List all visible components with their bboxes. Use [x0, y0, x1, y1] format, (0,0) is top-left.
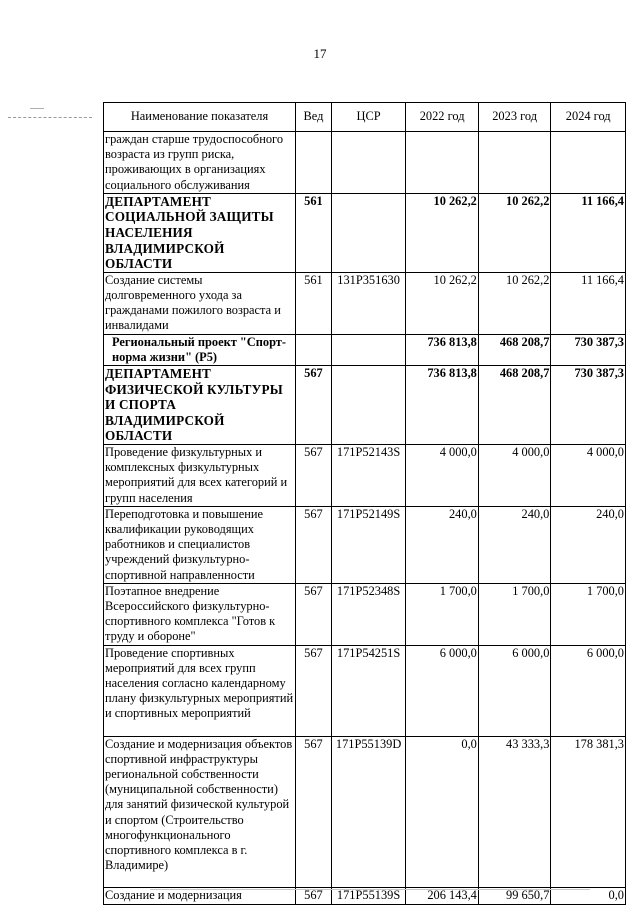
- row-csr: 131P351630: [331, 272, 406, 334]
- row-2022: 240,0: [406, 506, 479, 583]
- row-2024: 0,0: [551, 887, 626, 904]
- table-row-project: [104, 334, 626, 365]
- row-name: Создание и модернизация объектов спортивной инфраструктуры региональной собственности (муниципальной собственности) для занятий физической культурой и спортом (Строительство многофункционального спортивного комплекса в г. Владимире): [104, 736, 296, 887]
- row-name: Проведение физкультурных и комплексных физкультурных мероприятий для всех категорий и групп населения: [104, 444, 296, 506]
- row-2024: 730 387,3: [551, 334, 626, 365]
- row-csr: [331, 334, 406, 365]
- header-2023: 2023 год: [478, 103, 551, 132]
- table-row: [104, 583, 626, 645]
- row-name: Переподготовка и повышение квалификации руководящих работников и специалистов учреждений физкультурно-спортивной направленности: [104, 506, 296, 583]
- row-csr: 171P55139D: [331, 736, 406, 887]
- row-2023: 43 333,3: [478, 736, 551, 887]
- row-name: Создание и модернизация: [104, 887, 296, 904]
- header-csr: ЦСР: [331, 103, 406, 132]
- row-ved: 567: [296, 887, 332, 904]
- table-row-department: [104, 193, 626, 272]
- row-csr: [331, 132, 406, 194]
- row-2023: 6 000,0: [478, 645, 551, 736]
- row-2023: 10 262,2: [478, 193, 551, 272]
- row-csr: 171P52143S: [331, 444, 406, 506]
- row-ved: 567: [296, 444, 332, 506]
- row-name: Поэтапное внедрение Всероссийского физкультурно-спортивного комплекса "Готов к труду и обороне": [104, 583, 296, 645]
- table-row: [104, 736, 626, 887]
- row-name: ДЕПАРТАМЕНТ СОЦИАЛЬНОЙ ЗАЩИТЫ НАСЕЛЕНИЯ ВЛАДИМИРСКОЙ ОБЛАСТИ: [104, 193, 296, 272]
- row-ved: 567: [296, 645, 332, 736]
- margin-rule: [8, 117, 92, 118]
- row-csr: [331, 366, 406, 445]
- table-row: [104, 132, 626, 194]
- row-ved: 567: [296, 736, 332, 887]
- row-2023: 468 208,7: [478, 366, 551, 445]
- row-2024: 6 000,0: [551, 645, 626, 736]
- row-2023: 10 262,2: [478, 272, 551, 334]
- table-header-row: [104, 103, 626, 132]
- row-csr: 171P54251S: [331, 645, 406, 736]
- row-2024: 730 387,3: [551, 366, 626, 445]
- row-ved: 561: [296, 193, 332, 272]
- row-csr: 171P52348S: [331, 583, 406, 645]
- row-2022: 6 000,0: [406, 645, 479, 736]
- header-ved: Вед: [296, 103, 332, 132]
- row-2022: 736 813,8: [406, 334, 479, 365]
- row-2023: 1 700,0: [478, 583, 551, 645]
- row-2022: 0,0: [406, 736, 479, 887]
- row-name: Создание системы долговременного ухода за гражданами пожилого возраста и инвалидами: [104, 272, 296, 334]
- row-name: Региональный проект "Спорт-норма жизни" (P5): [104, 334, 296, 365]
- row-ved: 567: [296, 366, 332, 445]
- table-row: [104, 645, 626, 736]
- row-2022: 736 813,8: [406, 366, 479, 445]
- row-2022: 1 700,0: [406, 583, 479, 645]
- row-csr: [331, 193, 406, 272]
- row-name: Проведение спортивных мероприятий для всех групп населения согласно календарному плану физкультурных мероприятий и спортивных мероприятий: [104, 645, 296, 736]
- row-2022: 10 262,2: [406, 272, 479, 334]
- row-name: ДЕПАРТАМЕНТ ФИЗИЧЕСКОЙ КУЛЬТУРЫ И СПОРТА ВЛАДИМИРСКОЙ ОБЛАСТИ: [104, 366, 296, 445]
- row-ved: 567: [296, 506, 332, 583]
- header-name: Наименование показателя: [104, 103, 296, 132]
- row-ved: [296, 334, 332, 365]
- table-row-department: [104, 366, 626, 445]
- row-ved: 561: [296, 272, 332, 334]
- row-2024: 4 000,0: [551, 444, 626, 506]
- row-2024: 178 381,3: [551, 736, 626, 887]
- page-number: 17: [313, 46, 327, 61]
- row-2024: 11 166,4: [551, 272, 626, 334]
- row-ved: 567: [296, 583, 332, 645]
- row-csr: 171P52149S: [331, 506, 406, 583]
- row-2023: 468 208,7: [478, 334, 551, 365]
- row-2022: [406, 132, 479, 194]
- row-2022: 4 000,0: [406, 444, 479, 506]
- row-csr: 171P55139S: [331, 887, 406, 904]
- row-2024: 240,0: [551, 506, 626, 583]
- margin-rule-short: [30, 108, 44, 109]
- row-2023: 240,0: [478, 506, 551, 583]
- bottom-rule: [150, 889, 590, 890]
- row-2024: 1 700,0: [551, 583, 626, 645]
- row-2023: 4 000,0: [478, 444, 551, 506]
- row-ved: [296, 132, 332, 194]
- row-2022: 206 143,4: [406, 887, 479, 904]
- table-row: [104, 444, 626, 506]
- row-name: граждан старше трудоспособного возраста из групп риска, проживающих в организациях социального обслуживания: [104, 132, 296, 194]
- row-2024: [551, 132, 626, 194]
- budget-table: [103, 102, 626, 905]
- header-2024: 2024 год: [551, 103, 626, 132]
- header-2022: 2022 год: [406, 103, 479, 132]
- row-2023: 99 650,7: [478, 887, 551, 904]
- table-row: [104, 272, 626, 334]
- row-2023: [478, 132, 551, 194]
- table-row: [104, 506, 626, 583]
- row-2022: 10 262,2: [406, 193, 479, 272]
- row-2024: 11 166,4: [551, 193, 626, 272]
